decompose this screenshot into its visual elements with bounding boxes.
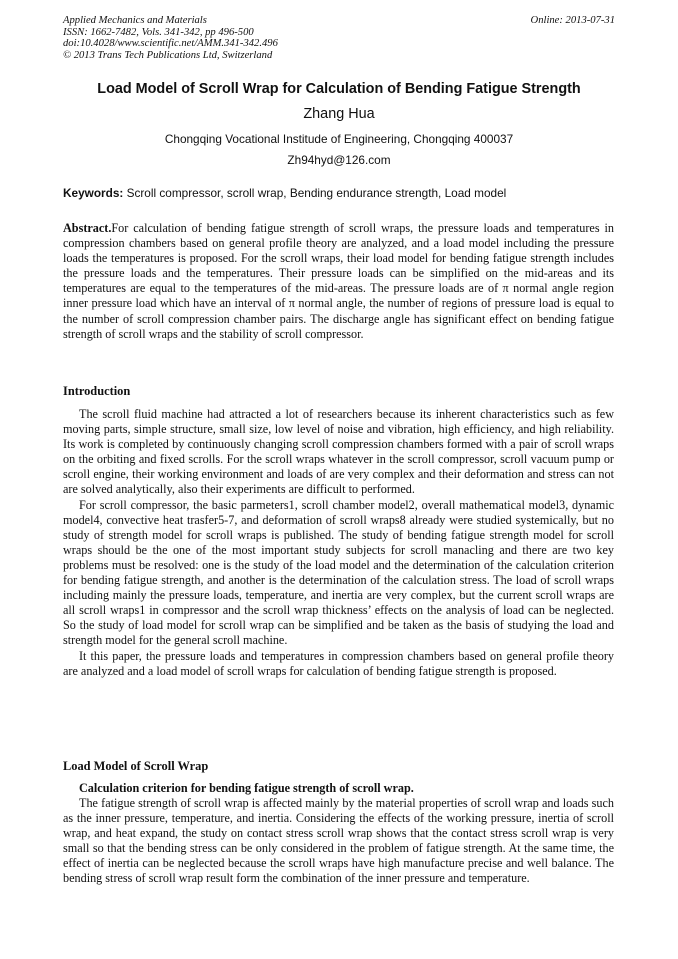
keywords-label: Keywords: xyxy=(63,186,124,200)
load-model-paragraph: The fatigue strength of scroll wrap is affected mainly by the material properties of scroll wrap and loads such as the inner pressure, temperature, and inertia. Considering the effects of the working pressure, inertia of scroll wrap, and heat expand, the study on contact stress scroll wrap shows that the contact stress scroll wrap is very small so that the bending stress can be only considered in the problem of fatigue strength. At the same time, the effect of inertia can be neglected because the scroll wraps have high manufacture precise and well balance. The bending stress of scroll wrap result form the combination of the inner pressure and temperature. xyxy=(63,796,614,886)
introduction-paragraph-3: It this paper, the pressure loads and temperatures in compression chambers based on general profile theory are analyzed and a load model of scroll wraps for calculation of bending fatigue strength is proposed. xyxy=(63,648,614,678)
keywords-text: Scroll compressor, scroll wrap, Bending endurance strength, Load model xyxy=(123,186,507,200)
abstract-label: Abstract. xyxy=(63,221,112,235)
journal-header xyxy=(63,15,615,61)
copyright-line: © 2013 Trans Tech Publications Ltd, Switzerland xyxy=(63,49,273,61)
introduction-body xyxy=(63,407,614,679)
author-name: Zhang Hua xyxy=(303,106,375,122)
issn-line: ISSN: 1662-7482, Vols. 341-342, pp 496-500 xyxy=(63,26,254,38)
doi-line: doi:10.4028/www.scientific.net/AMM.341-342.496 xyxy=(63,38,278,50)
keywords-line xyxy=(63,186,623,200)
load-model-heading: Load Model of Scroll Wrap xyxy=(63,759,209,773)
introduction-paragraph-1: The scroll fluid machine had attracted a lot of researchers because its inherent characteristics such as few moving parts, simple structure, small size, low level of noise and vibration, high efficiency, and high reliability. Its work is completed by continuously changing scroll compression chambers formed with a pair of scroll wraps on the orbiting and fixed scrolls. For the scroll wraps whatever in the scroll compressor, scroll vacuum pump or scroll engine, their working environment and loads of are very complex and their deformation and stress can not are solved analytically, also their experiments are difficult to performed. xyxy=(63,407,614,497)
paper-title: Load Model of Scroll Wrap for Calculation of Bending Fatigue Strength xyxy=(97,81,581,97)
journal-name: Applied Mechanics and Materials xyxy=(63,15,207,26)
load-model-body xyxy=(63,796,614,887)
author-affiliation: Chongqing Vocational Institude of Engineering, Chongqing 400037 xyxy=(164,132,514,146)
abstract xyxy=(63,221,614,342)
author-email: Zh94hyd@126.com xyxy=(287,153,391,167)
online-date: Online: 2013-07-31 xyxy=(530,15,615,26)
criterion-subheading: Calculation criterion for bending fatigue strength of scroll wrap. xyxy=(79,781,414,795)
abstract-text: For calculation of bending fatigue strength of scroll wraps, the pressure loads and temperatures in compression chambers based on general profile theory are analyzed, and a load model including the pressure loads the temperatures is proposed. For the scroll wraps, their load model for bending fatigue strength includes the pressure loads and the temperatures. Their pressure loads can be simplified on the mid-areas and its temperatures are equal to the temperatures of the mid-areas. The pressure loads are of π normal angle region inner pressure load which have an interval of π normal angle, the number of regions of pressure load is equal to the number of scroll compression chamber pairs. The discharge angle has significant effect on bending fatigue strength of scroll wraps and the stability of scroll compressor. xyxy=(63,221,614,341)
introduction-paragraph-2: For scroll compressor, the basic parmeters1, scroll chamber model2, overall mathematical model3, dynamic model4, convective heat trasfer5-7, and deformation of scroll wraps8 already were studied systemically, but no study of strength model for scroll wraps is published. The study of bending fatigue strength model for scroll wraps should be the one of the most important study subjects for scroll manacling and there are two key problems must be resolved: one is the study of the load model and the determination of the calculation criterion for bending fatigue strength, and another is the determination of the calculation stress. The load of scroll wraps including mainly the pressure loads, temperature, and inertia are very complex, but the current scroll wraps are all scroll wraps1 in compressor and the scroll wrap thickness’ effects on the analysis of load can be neglected. So the study of load model for scroll wrap can be simplified and be taken as the basis of studying the load and strength model for the general scroll machine. xyxy=(63,497,614,648)
introduction-heading: Introduction xyxy=(63,384,131,398)
